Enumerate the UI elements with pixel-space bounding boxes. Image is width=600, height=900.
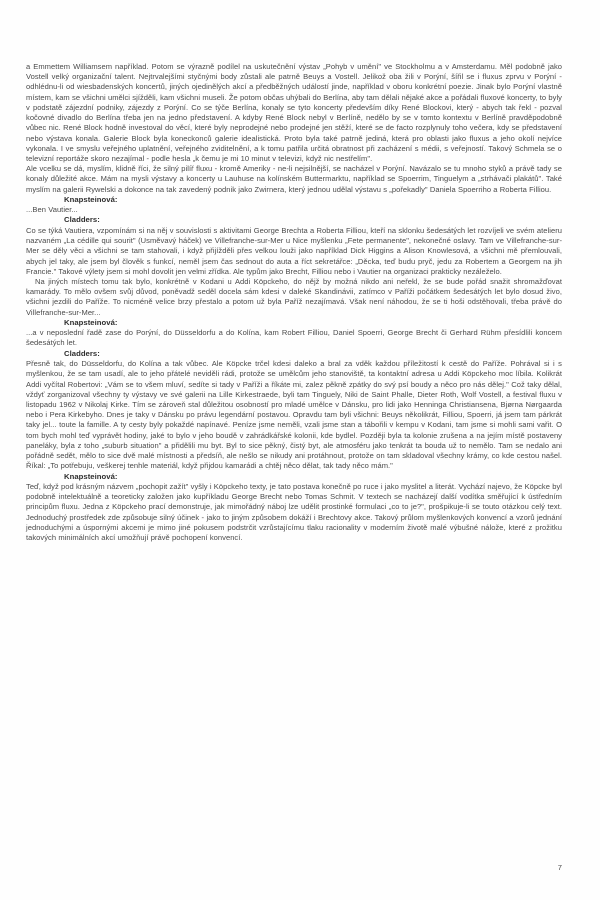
speaker-label-cladders: Cladders: xyxy=(64,215,100,225)
paragraph: a Emmettem Williamsem například. Potom se výrazně podílel na uskutečnění výstav „Pohyb v umění" ve Stockholmu a v Amsterdamu. Měl podobně jako Vostell velký organizační talent. Nejtrvalejšími styčnými body zůstali ale patrně Beuys a Vostell. Jelikož oba žili v Porýní, šířil se i fluxus zprvu v Porýní - odhlédnu-li od wiesbadenských koncertů, jiných ojedinělých akcí a předběžných událostí jinde, například v oboru konkrétní poezie. Jinak bylo Porýní vlastně místem, kam se všichni umělci sjížděli, kam všichni museli. Že potom občas uhýbali do Berlína, aby tam dělali nějaké akce a pořádali fluxové koncerty, to byly v podstatě zájezdní podniky, zájezdy z Porýní. Co se týče Berlína, konaly se tyto koncerty především díky René Blockovi, který - abych tak řekl - pozval kočovné divadlo do Berlína třeba jen na jedno představení. A kdyby René Block nebyl v Berlíně, nedělo by se v tomto kontextu v Berlíně pravděpodobně vůbec nic. René Block hodně investoval do věcí, které byly neprodejné nebo prodejné jen stěží, které se de facto rozplynuly toho večera, kdy se představení nebo výstava konala. Galerie Block byla koneckonců galerie idealistická. Proto byla také patrně jediná, která pro oblasti jako fluxus a jeho okolí nejvíce vykonala. I ve smyslu veřejného uplatnění, veřejného zviditelnění, a k tomu patřila určitá obratnost při zacházení s médii, s veřejností. Takový Schmela se o televizní reportáže skoro nezajímal - podle hesla „k čemu je mi 10 minut v televizi, když nic nestřelím". xyxy=(26,62,562,163)
page-number: 7 xyxy=(557,863,562,872)
speaker-label-knapsteinova: Knapsteinová: xyxy=(64,317,118,327)
speaker-label-cladders: Cladders: xyxy=(64,348,100,358)
paragraph: Teď, když pod krásným názvem „pochopit zažít" vyšly i Köpckeho texty, je tato postava konečně po ruce i jako myslitel a literát. Vychází najevo, že Köpcke byl podobně intelektuálně a teoreticky založen jako kupříkladu George Brecht nebo Tomas Schmit. V textech se nacházejí další vodítka směřující k ústředním principům fluxu. Jedna z Köpckeho prací demonstruje, jak mimořádný náboj lze udělit prostinké formulaci „co to je?", prošpikuje-li se touto otázkou celý text. Jednoduchý prostředek zde způsobuje silný účinek - jako to jiným způsobem dokáží i Brechtovy akce. Takový průlom myšlenkových konvencí a vzorů jednání jednoduchými a úspornými akcemi je mimo jiné pokusem podstrčit vzrůstajícímu tlaku racionality v moderním životě malé výbušné nálože, které z prožitku takových minimálních akcí umožňují právě pochopení konvencí. xyxy=(26,481,562,542)
page-body xyxy=(26,62,562,543)
speaker-label-knapsteinova: Knapsteinová: xyxy=(64,471,118,481)
paragraph: Ale vcelku se dá, myslím, klidně říci, že silný pilíř fluxu - kromě Ameriky - ne-li nejsilnější, se nacházel v Porýní. Navázalo se tu mnoho styků a právě tady se konaly důležité akce. Mám na mysli výstavy a koncerty u Lauhuse na kolínském Buttermarktu, například se Spoerrim, Tinguelym a „strhávači plakátů". Také myslím na galerii Rywelski a dokonce na tak zavedený podnik jako Zwirnera, který jednou udělal výstavu s „pořekadly" Daniela Spoerriho a Roberta Filliou. xyxy=(26,164,562,194)
paragraph: ...Ben Vautier... xyxy=(26,205,78,215)
paragraph: Na jiných místech tomu tak bylo, konkrétně v Kodani u Addi Köpckeho, do nějž by možná nikdo ani neřekl, že se bude pořád snažit shromažďovat kamarády. To mělo ovšem svůj důvod, poněvadž seděl docela sám kdesi v daleké Skandinávii, zatímco v Paříži počátkem šedesátých let bylo dosud živo, všichni jezdili do Paříže. To nicméně velice brzy přestalo a potom už byla Paříž nezajímavá. Však není náhodou, že se ti hoši odstěhovali, třeba právě do Villefranche-sur-Mer... xyxy=(26,276,562,317)
paragraph: Co se týká Vautiera, vzpomínám si na něj v souvislosti s aktivitami George Brechta a Roberta Filliou, kteří na sklonku šedesátých let rozvíjeli ve svém atelieru nazvaném „La cédille qui sourit" (Usměvavý háček) ve Villefranche-sur-Mer u Nice myšlenku „Fete permanente", nekonečné oslavy. Tam ve Villefranche-sur-Mer se děly věci a všichni se tam stahovali, i když přijížděli přes velkou louži jako například Dick Higgins a Alison Knowlesová, a všichni mě přemlouvali, abych jel taky, ale jsem byl člověk s funkcí, neměl jsem čas sednout do auta a říct sekretářce: „Děcka, teď budu pryč, jedu za Robertem a Georgem na jih Francie." Takové výlety jsem si mohl dovolit jen velmi zřídka. Ale typům jako Brecht, Filliou nebo i Vautier na organizaci prakticky nezáleželo. xyxy=(26,225,562,276)
paragraph: ...a v neposlední řadě zase do Porýní, do Düsseldorfu a do Kolína, kam Robert Filliou, Daniel Spoerri, George Brecht či Gerhard Rühm přesídlili koncem šedesátých let. xyxy=(26,328,562,348)
paragraph: Přesně tak, do Düsseldorfu, do Kolína a tak vůbec. Ale Köpcke trčel kdesi daleko a bral za vděk každou příležitostí k cestě do Paříže. Pohrával si i s myšlenkou, že se tam usadí, ale to jeho přátelé neviděli rádi, protože se umělcům jeho stanoviště, ta kontaktní adresa u Addi Köpckeho moc líbila. Kolikrát Addi vyčítal Robertovi: „Vám se to všem mluví, sedíte si tady v Paříži a říkáte mi, zalez pěkně zpátky do svý psí boudy a něco pro nás dělej." Což taky dělal, vždyť zorganizoval všechny ty výstavy ve své galerii na Lille Kirkestraede, byli tam Tinguely, Niki de Saint Phalle, Dieter Roth, Wolf Vostell, a festival fluxu v listopadu 1962 v Nikolaj Kirke. Tím se zároveň stal důležitou osobností pro mladé umělce v Dánsku, pro lidi jako Henninga Christiansena, Bjørna Nørgaarda nebo i Pera Kirkebyho. Dnes je taky v Dánsku po právu legendární postavou. Opravdu tam byli všichni: Beuys několikrát, Filliou, Spoerri, já jsem tam párkrát taky jel... toute la famille. A ty cesty byly pokaždé napínavé. Peníze jsme neměli, vzali jsme stan a tábořili v kempu v Kodani, tam jsme si mohli sami vařit. O tom bych mohl teď vyprávět hodiny, jaké to bylo v jeho boudě v zahrádkářské kolonii, kde bydlel. Později byla ta kolonie zrušena a na jejím místě postaveny paneláky, byla z toho „suburb situation" a přidělili mu byt. Byl to sice pěkný, čistý byt, ale atmosféru jako tenkrát ta bouda už to nemělo. Tam se nedalo ani pořádně sedět, mělo to sice dvě malé místnosti a předsíň, ale nešlo se nikudy ani protáhnout, protože on tam skladoval všechny krámy, co kde cestou našel. Říkal: „To potřebuju, veškerej tenhle materiál, když přijdou kamarádi a chtěj něco dělat, tak tady něco mám." xyxy=(26,359,562,471)
speaker-label-knapsteinova: Knapsteinová: xyxy=(64,194,118,204)
